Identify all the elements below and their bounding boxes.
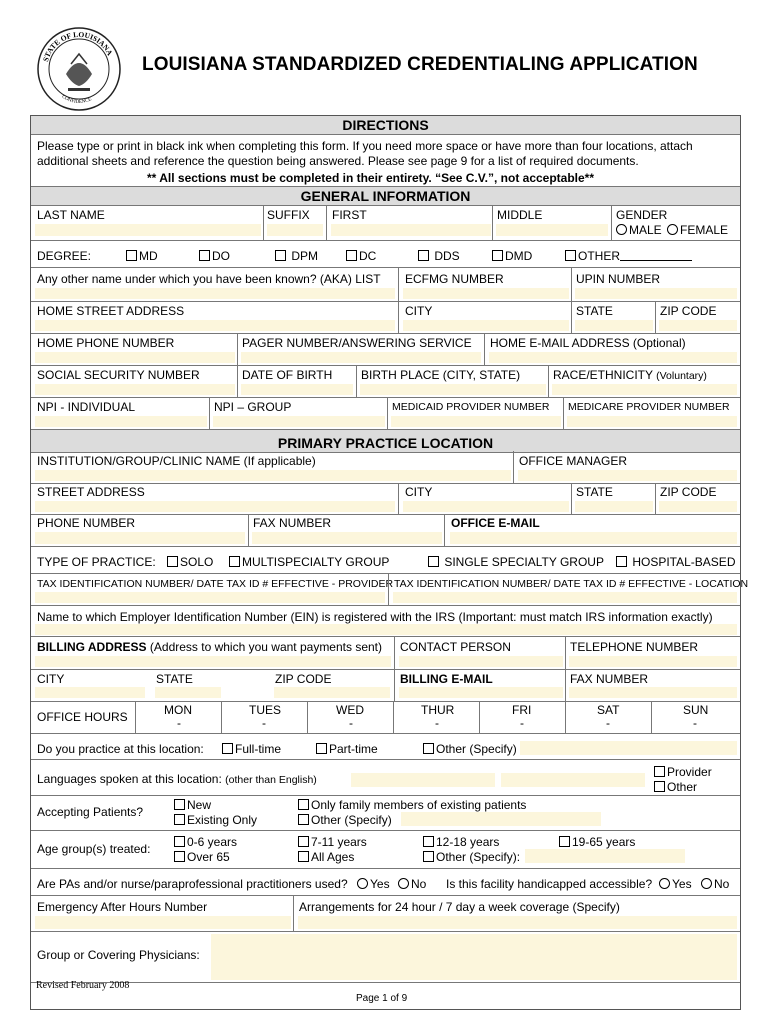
office-manager-label: OFFICE MANAGER: [519, 454, 628, 468]
medicare-field[interactable]: [567, 416, 737, 427]
home-state-label: STATE: [576, 304, 613, 318]
aka-label: Any other name under which you have been known? (AKA) LIST: [37, 272, 381, 286]
billing-email-label: BILLING E-MAIL: [400, 672, 493, 686]
other-degree-checkbox: [565, 250, 576, 261]
billing-address-label: BILLING ADDRESS (Address to which you want payments sent): [37, 640, 383, 654]
last-name-field[interactable]: [35, 224, 261, 236]
application-form: [30, 115, 749, 1010]
revised-date: Revised February 2008: [36, 980, 130, 991]
home-zip-field[interactable]: [659, 320, 737, 331]
general-info-header: GENERAL INFORMATION: [31, 186, 740, 206]
ecfmg-field[interactable]: [403, 288, 569, 299]
practice-type-solo[interactable]: SOLO: [167, 555, 213, 569]
age-other-field[interactable]: [525, 849, 685, 863]
upin-label: UPIN NUMBER: [576, 272, 661, 286]
office-manager-field[interactable]: [518, 470, 737, 481]
accepting-other-option[interactable]: Other (Specify): [298, 813, 392, 827]
last-name-label: LAST NAME: [37, 208, 105, 222]
ecfmg-label: ECFMG NUMBER: [405, 272, 504, 286]
billing-fax-field[interactable]: [569, 687, 737, 698]
telephone-label: TELEPHONE NUMBER: [570, 640, 699, 654]
female-radio[interactable]: [667, 224, 678, 235]
dpm-checkbox: [275, 250, 286, 261]
medicare-label: MEDICARE PROVIDER NUMBER: [568, 401, 730, 413]
ein-label: Name to which Employer Identification Number (EIN) is registered with the IRS (Important: must match IRS information exactly): [37, 610, 713, 624]
language-field-2[interactable]: [501, 773, 645, 787]
practice-zip-field[interactable]: [659, 501, 737, 512]
age-7-11-option[interactable]: 7-11 years: [298, 835, 367, 849]
contact-person-label: CONTACT PERSON: [400, 640, 511, 654]
other-language-option[interactable]: Other: [654, 780, 697, 794]
home-email-field[interactable]: [489, 352, 737, 363]
age-19-65-option[interactable]: 19-65 years: [559, 835, 635, 849]
practice-phone-label: PHONE NUMBER: [37, 516, 136, 530]
dc-checkbox: [346, 250, 357, 261]
page-number: Page 1 of 9: [356, 993, 408, 1004]
dmd-checkbox: [492, 250, 503, 261]
degree-label: DEGREE:: [37, 249, 92, 263]
age-over65-option[interactable]: Over 65: [174, 850, 230, 864]
gender-female-option[interactable]: FEMALE: [667, 223, 728, 237]
parttime-option[interactable]: Part-time: [316, 742, 378, 756]
degree-dpm[interactable]: DPM: [275, 249, 318, 263]
practice-type-single[interactable]: SINGLE SPECIALTY GROUP: [428, 555, 604, 569]
tax-id-location-label: TAX IDENTIFICATION NUMBER/ DATE TAX ID # EFFECTIVE - LOCATION: [394, 578, 749, 590]
svg-text:STATE OF LOUISIANA: STATE OF LOUISIANA: [40, 29, 115, 63]
accepting-patients-label: Accepting Patients?: [37, 805, 144, 819]
home-state-field[interactable]: [575, 320, 653, 331]
pager-field[interactable]: [241, 352, 481, 363]
day-mon: MON: [164, 703, 192, 717]
provider-option[interactable]: Provider: [654, 765, 712, 779]
other-degree-line: [620, 250, 692, 261]
billing-state-label: STATE: [156, 672, 193, 686]
suffix-field[interactable]: [267, 224, 323, 236]
day-sun: SUN: [683, 703, 709, 717]
emergency-number-label: Emergency After Hours Number: [37, 900, 208, 914]
day-sat: SAT: [597, 703, 620, 717]
degree-md[interactable]: MD: [126, 249, 158, 263]
billing-city-label: CITY: [37, 672, 65, 686]
billing-zip-field[interactable]: [274, 687, 390, 698]
hours-tues[interactable]: -: [262, 716, 266, 730]
coverage-arrangements-label: Arrangements for 24 hour / 7 day a week coverage (Specify): [299, 900, 620, 914]
day-thur: THUR: [421, 703, 455, 717]
practice-type-hospital[interactable]: HOSPITAL-BASED: [616, 555, 735, 569]
day-tues: TUES: [249, 703, 282, 717]
tax-id-provider-label: TAX IDENTIFICATION NUMBER/ DATE TAX ID # EFFECTIVE - PROVIDER: [37, 578, 394, 590]
fulltime-option[interactable]: Full-time: [222, 742, 281, 756]
birthplace-label: BIRTH PLACE (CITY, STATE): [361, 368, 521, 382]
dob-label: DATE OF BIRTH: [242, 368, 333, 382]
other-time-field[interactable]: [520, 741, 737, 755]
billing-address-field[interactable]: [35, 656, 391, 667]
hours-wed[interactable]: -: [349, 716, 353, 730]
hours-thur[interactable]: -: [435, 716, 439, 730]
pas-no-option[interactable]: No: [398, 877, 426, 891]
hours-mon[interactable]: -: [177, 716, 181, 730]
institution-field[interactable]: [35, 470, 511, 481]
practice-city-field[interactable]: [403, 501, 569, 512]
accepting-new-option[interactable]: New: [174, 798, 211, 812]
page-title: LOUISIANA STANDARDIZED CREDENTIALING APPLICATION: [142, 54, 698, 75]
billing-fax-label: FAX NUMBER: [570, 672, 649, 686]
practice-type-multi[interactable]: MULTISPECIALTY GROUP: [229, 555, 389, 569]
pas-yes-option[interactable]: Yes: [357, 877, 390, 891]
male-radio[interactable]: [616, 224, 627, 235]
covering-physicians-label: Group or Covering Physicians:: [37, 948, 200, 962]
degree-dmd[interactable]: DMD: [492, 249, 532, 263]
age-groups-label: Age group(s) treated:: [37, 842, 151, 856]
medicaid-label: MEDICAID PROVIDER NUMBER: [392, 401, 550, 413]
first-name-label: FIRST: [332, 208, 367, 222]
billing-zip-label: ZIP CODE: [275, 672, 332, 686]
office-hours-label: OFFICE HOURS: [37, 710, 128, 724]
first-name-field[interactable]: [331, 224, 491, 236]
dds-checkbox: [418, 250, 429, 261]
suffix-label: SUFFIX: [267, 208, 310, 222]
gender-male-option[interactable]: MALE: [616, 223, 662, 237]
pas-question: Are PAs and/or nurse/paraprofessional practitioners used?: [37, 877, 348, 891]
coverage-arrangements-field[interactable]: [298, 916, 737, 929]
practice-type-label: TYPE OF PRACTICE:: [37, 555, 156, 569]
npi-individual-field[interactable]: [35, 416, 207, 427]
telephone-field[interactable]: [569, 656, 737, 667]
home-phone-label: HOME PHONE NUMBER: [37, 336, 175, 350]
gender-label: GENDER: [616, 208, 668, 222]
hours-fri[interactable]: -: [520, 716, 524, 730]
billing-city-field[interactable]: [35, 687, 145, 698]
practice-city-label: CITY: [405, 485, 433, 499]
age-0-6-option[interactable]: 0-6 years: [174, 835, 237, 849]
dob-field[interactable]: [241, 384, 353, 395]
degree-dds[interactable]: DDS: [418, 249, 460, 263]
tax-id-provider-field[interactable]: [35, 592, 385, 603]
home-phone-field[interactable]: [35, 352, 235, 363]
home-city-label: CITY: [405, 304, 433, 318]
npi-individual-label: NPI - INDIVIDUAL: [37, 400, 136, 414]
handicap-yes-option[interactable]: Yes: [659, 877, 692, 891]
practice-phone-field[interactable]: [35, 532, 245, 544]
practice-zip-label: ZIP CODE: [660, 485, 717, 499]
ssn-field[interactable]: [35, 384, 235, 395]
hours-sat[interactable]: -: [606, 716, 610, 730]
middle-name-field[interactable]: [496, 224, 608, 236]
age-12-18-option[interactable]: 12-18 years: [423, 835, 499, 849]
practice-street-label: STREET ADDRESS: [37, 485, 145, 499]
covering-physicians-field[interactable]: [211, 934, 737, 980]
do-checkbox: [199, 250, 210, 261]
ssn-label: SOCIAL SECURITY NUMBER: [37, 368, 200, 382]
languages-label: Languages spoken at this location: (other than English): [37, 772, 317, 786]
age-other-option[interactable]: Other (Specify):: [423, 850, 520, 864]
middle-name-label: MIDDLE: [497, 208, 543, 222]
tax-id-location-field[interactable]: [393, 592, 737, 603]
directions-line-3: ** All sections must be completed in their entirety. “See C.V.”, not acceptable**: [147, 171, 595, 185]
practice-location-header: PRIMARY PRACTICE LOCATION: [31, 429, 740, 453]
home-street-label: HOME STREET ADDRESS: [37, 304, 185, 318]
npi-group-label: NPI – GROUP: [214, 400, 292, 414]
directions-header: DIRECTIONS: [31, 116, 740, 135]
accepting-existing-option[interactable]: Existing Only: [174, 813, 257, 827]
md-checkbox: [126, 250, 137, 261]
hours-sun[interactable]: -: [693, 716, 697, 730]
practice-fax-label: FAX NUMBER: [253, 516, 332, 530]
home-zip-label: ZIP CODE: [660, 304, 717, 318]
practice-state-field[interactable]: [575, 501, 653, 512]
degree-do[interactable]: DO: [199, 249, 230, 263]
degree-dc[interactable]: DC: [346, 249, 376, 263]
pager-label: PAGER NUMBER/ANSWERING SERVICE: [242, 336, 472, 350]
race-label: RACE/ETHNICITY (Voluntary): [553, 368, 707, 382]
language-field-1[interactable]: [351, 773, 495, 787]
medicaid-field[interactable]: [391, 416, 561, 427]
contact-person-field[interactable]: [399, 656, 563, 667]
handicap-question: Is this facility handicapped accessible?: [446, 877, 653, 891]
billing-state-field[interactable]: [155, 687, 221, 698]
institution-label: INSTITUTION/GROUP/CLINIC NAME (If applicable): [37, 454, 316, 468]
age-all-option[interactable]: All Ages: [298, 850, 354, 864]
other-time-option[interactable]: Other (Specify): [423, 742, 517, 756]
npi-group-field[interactable]: [213, 416, 385, 427]
home-city-field[interactable]: [403, 320, 569, 331]
practice-state-label: STATE: [576, 485, 613, 499]
home-email-label: HOME E-MAIL ADDRESS (Optional): [490, 336, 686, 350]
svg-text:CONFIDENCE: CONFIDENCE: [60, 94, 93, 106]
degree-other[interactable]: OTHER: [565, 249, 692, 263]
home-street-field[interactable]: [35, 320, 395, 331]
state-seal-logo: [36, 26, 122, 112]
accepting-other-field[interactable]: [401, 812, 601, 826]
aka-field[interactable]: [35, 288, 395, 299]
office-email-field[interactable]: [450, 532, 737, 544]
birthplace-field[interactable]: [360, 384, 546, 395]
office-email-label: OFFICE E-MAIL: [451, 516, 540, 530]
day-fri: FRI: [512, 703, 532, 717]
ein-field[interactable]: [35, 624, 737, 635]
emergency-number-field[interactable]: [35, 916, 291, 929]
accepting-family-option[interactable]: Only family members of existing patients: [298, 798, 526, 812]
practice-street-field[interactable]: [35, 501, 395, 512]
billing-email-field[interactable]: [399, 687, 563, 698]
practice-fax-field[interactable]: [252, 532, 442, 544]
directions-line-1: Please type or print in black ink when completing this form. If you need more space or have more than four locations, attach: [37, 139, 693, 153]
upin-field[interactable]: [575, 288, 737, 299]
directions-line-2: additional sheets and reference the question being answered. Please see page 9 for a list of required documents.: [37, 154, 639, 168]
day-wed: WED: [336, 703, 364, 717]
practice-at-location-label: Do you practice at this location:: [37, 742, 204, 756]
handicap-no-option[interactable]: No: [701, 877, 729, 891]
race-field[interactable]: [552, 384, 737, 395]
